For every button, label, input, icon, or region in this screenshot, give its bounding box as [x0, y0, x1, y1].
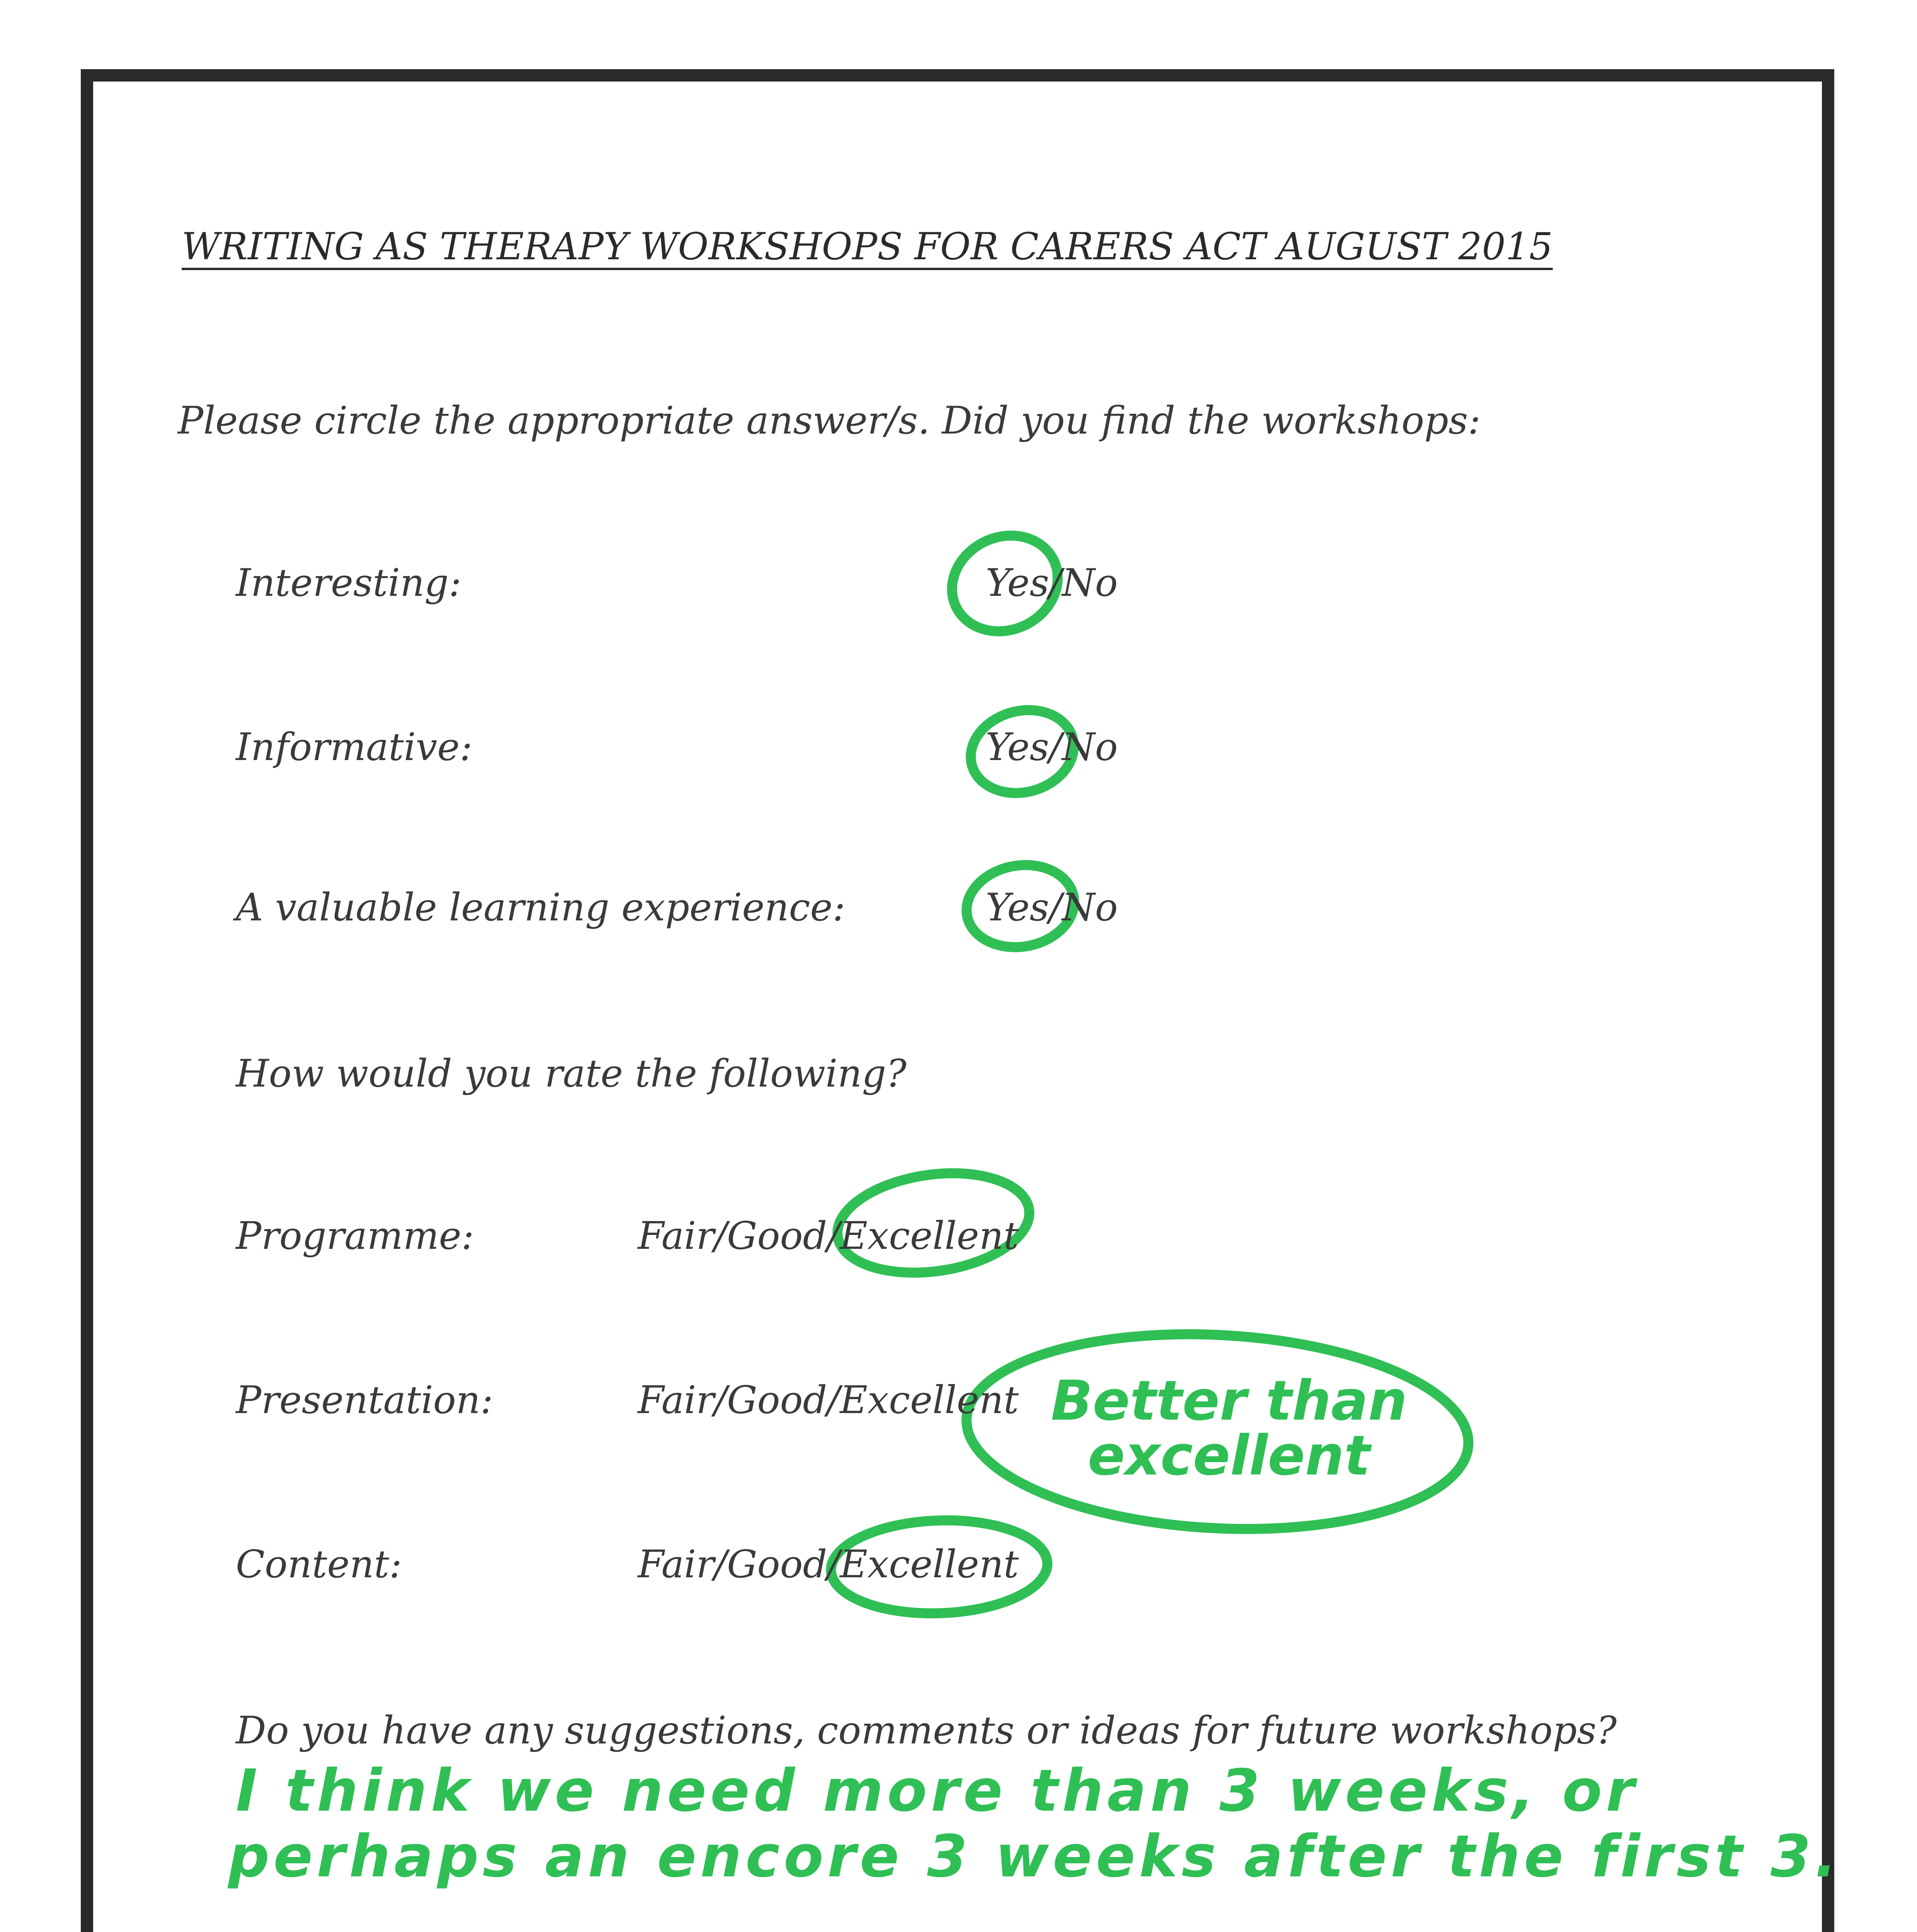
rating-programme-options: Fair/Good/Excellent	[638, 1214, 1019, 1258]
rating-content-options: Fair/Good/Excellent	[638, 1543, 1019, 1587]
page-border	[87, 75, 1828, 1932]
question-informative-label: Informative:	[236, 725, 473, 769]
answer-informative	[986, 725, 1118, 769]
answer-separator: /	[1049, 561, 1062, 605]
handwritten-comment-line-2: perhaps an encore 3 weeks after the first 3.	[228, 1823, 1841, 1890]
answer-yes: Yes	[986, 725, 1049, 769]
answer-interesting	[986, 561, 1118, 605]
handwritten-comment-line-1: I think we need more than 3 weeks, or	[236, 1757, 1638, 1825]
answer-no: No	[1062, 561, 1118, 605]
answer-yes: Yes	[986, 886, 1049, 930]
form-title: WRITING AS THERAPY WORKSHOPS FOR CARERS ACT AUGUST 2015	[182, 225, 1553, 268]
note-line-1: Better than	[1051, 1369, 1407, 1433]
rating-presentation-label: Presentation:	[236, 1378, 493, 1422]
rating-prompt: How would you rate the following?	[236, 1052, 907, 1096]
handwritten-presentation-note	[1040, 1369, 1418, 1488]
note-line-2: excellent	[1088, 1424, 1371, 1488]
instruction-text: Please circle the appropriate answer/s. Did you find the workshops:	[178, 399, 1481, 443]
rating-programme-label: Programme:	[236, 1214, 474, 1258]
answer-no: No	[1062, 725, 1118, 769]
answer-separator: /	[1049, 725, 1062, 769]
question-interesting-label: Interesting:	[236, 561, 461, 605]
answer-valuable	[986, 886, 1118, 930]
rating-presentation-options: Fair/Good/Excellent	[638, 1378, 1019, 1422]
question-valuable-label: A valuable learning experience:	[236, 886, 846, 930]
answer-yes: Yes	[986, 561, 1049, 605]
suggestions-prompt: Do you have any suggestions, comments or ideas for future workshops?	[236, 1709, 1617, 1753]
answer-no: No	[1062, 886, 1118, 930]
answer-separator: /	[1049, 886, 1062, 930]
rating-content-label: Content:	[236, 1543, 402, 1587]
